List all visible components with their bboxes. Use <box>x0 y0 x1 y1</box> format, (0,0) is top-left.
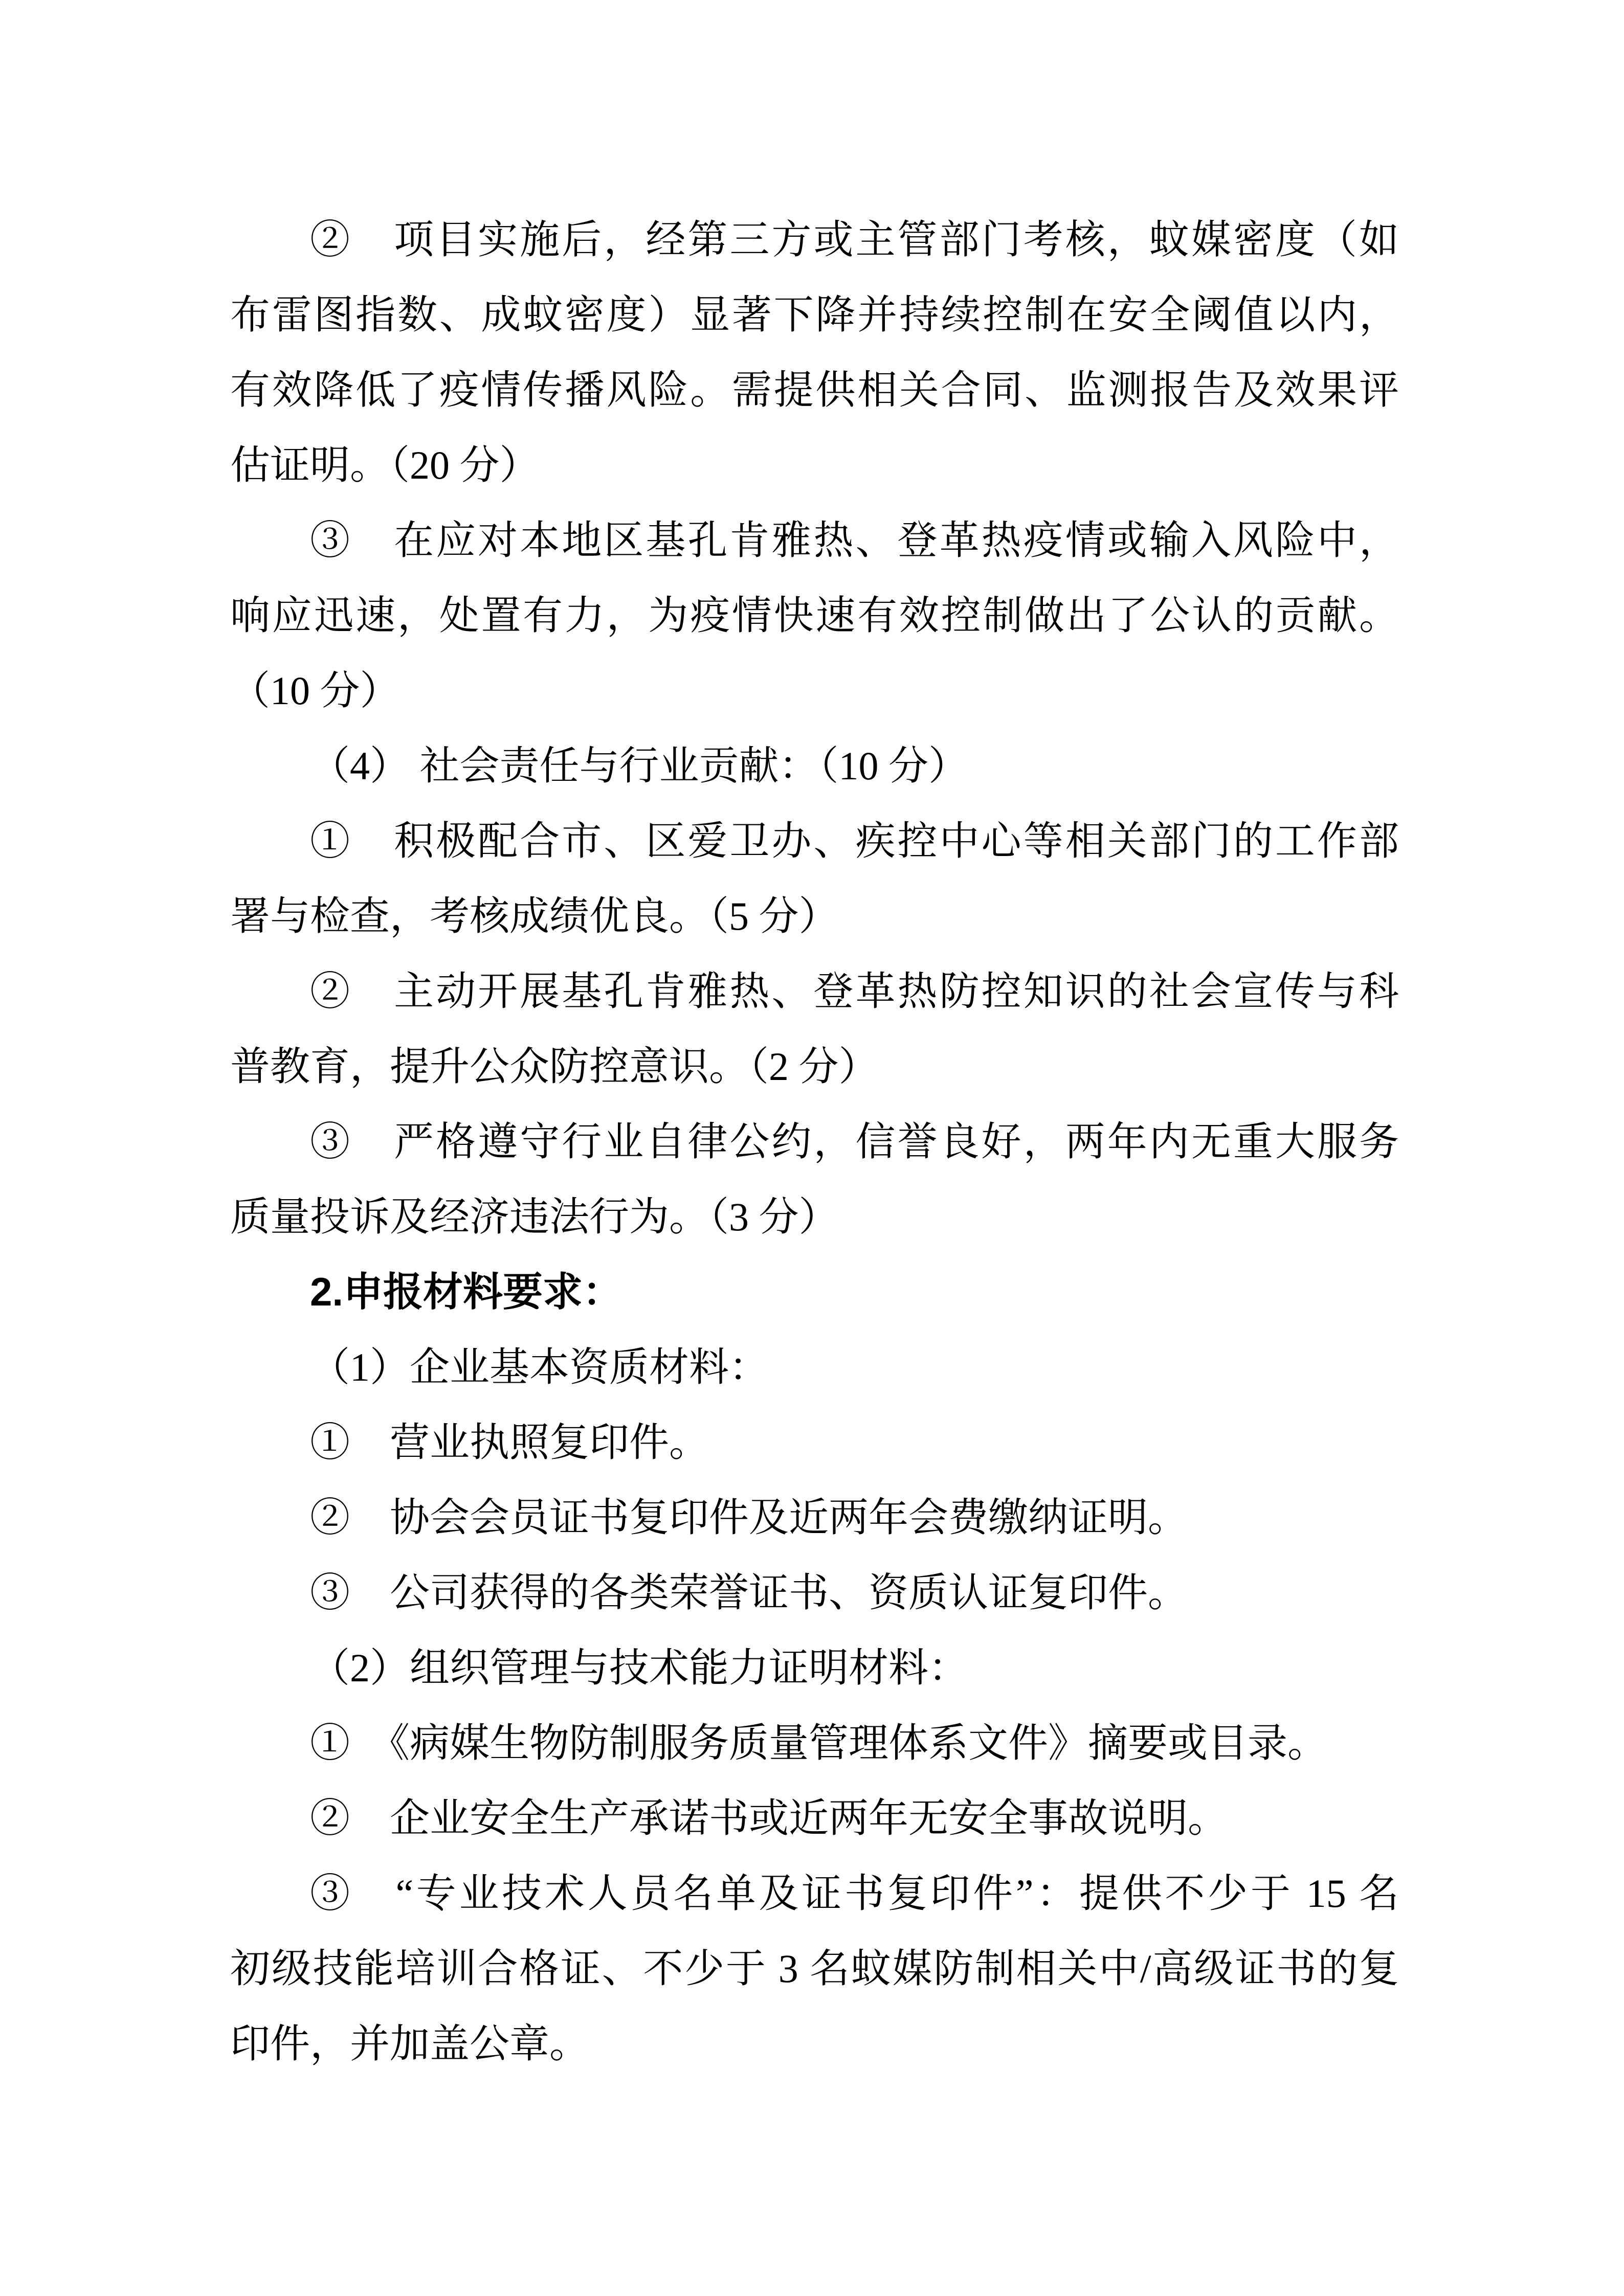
text-line: ② 项目实施后，经第三方或主管部门考核，蚊媒密度（如 <box>310 217 1399 262</box>
text-line: ② 企业安全生产承诺书或近两年无安全事故说明。 <box>310 1796 1228 1840</box>
text-line: ① 《病媒生物防制服务质量管理体系文件》摘要或目录。 <box>310 1721 1328 1765</box>
document-text-block <box>230 202 1399 2081</box>
text-line: 响应迅速，处置有力，为疫情快速有效控制做出了公认的贡献。 <box>230 593 1399 638</box>
text-line: ② 主动开展基孔肯雅热、登革热防控知识的社会宣传与科 <box>310 969 1399 1014</box>
text-line: 布雷图指数、成蚊密度）显著下降并持续控制在安全阈值以内， <box>230 292 1399 337</box>
text-line: （1）企业基本资质材料： <box>310 1345 769 1389</box>
text-line: ③ 严格遵守行业自律公约，信誉良好，两年内无重大服务 <box>310 1119 1399 1164</box>
text-line: ② 协会会员证书复印件及近两年会费缴纳证明。 <box>310 1495 1188 1540</box>
text-line: 初级技能培训合格证、不少于 3 名蚊媒防制相关中/高级证书的复 <box>230 1946 1399 1991</box>
text-line: ③ 在应对本地区基孔肯雅热、登革热疫情或输入风险中， <box>310 518 1399 562</box>
text-line: 质量投诉及经济违法行为。（3 分） <box>230 1195 839 1239</box>
text-line: 普教育，提升公众防控意识。（2 分） <box>230 1044 879 1089</box>
text-line: （2）组织管理与技术能力证明材料： <box>310 1646 969 1690</box>
text-line: ① 营业执照复印件。 <box>310 1420 709 1465</box>
text-line: 印件，并加盖公章。 <box>230 2021 590 2066</box>
text-line: 署与检查，考核成绩优良。（5 分） <box>230 894 839 938</box>
text-line: 估证明。（20 分） <box>230 443 540 487</box>
text-line: （4） 社会责任与行业贡献：（10 分） <box>310 744 969 788</box>
text-line: 有效降低了疫情传播风险。需提供相关合同、监测报告及效果评 <box>230 368 1399 412</box>
text-line: ① 积极配合市、区爱卫办、疾控中心等相关部门的工作部 <box>310 819 1399 863</box>
text-line: （10 分） <box>230 668 400 713</box>
section-heading-application-materials: 2.申报材料要求： <box>310 1269 623 1314</box>
text-line: ③ “专业技术人员名单及证书复印件”：提供不少于 15 名 <box>310 1871 1399 1916</box>
text-line: ③ 公司获得的各类荣誉证书、资质认证复印件。 <box>310 1570 1188 1615</box>
